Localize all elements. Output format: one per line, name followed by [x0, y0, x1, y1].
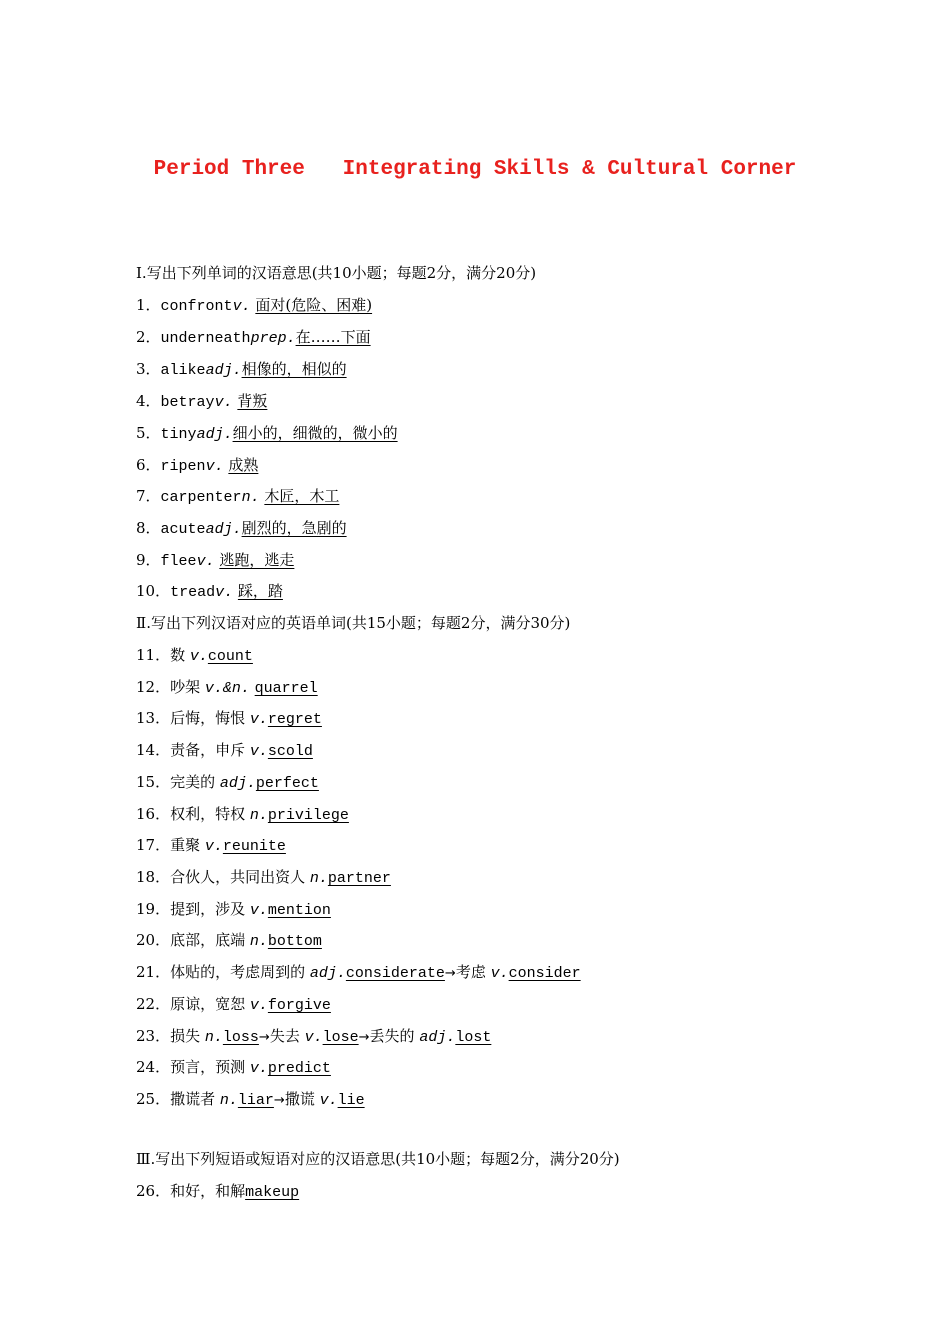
list-item: 17．重聚 v.reunite [136, 836, 286, 855]
list-item: 15．完美的 adj.perfect [136, 773, 319, 792]
list-item: 21．体贴的，考虑周到的 adj.considerate→考虑 v.consider [136, 963, 581, 982]
list-item: 3．alikeadj.相像的，相似的 [136, 360, 347, 379]
answer: consider [508, 965, 581, 982]
answer: liar [237, 1092, 274, 1109]
list-item: 24．预言，预测 v.predict [136, 1058, 331, 1077]
answer: predict [267, 1060, 331, 1077]
answer: forgive [267, 997, 331, 1014]
list-item: 14．责备，申斥 v.scold [136, 741, 313, 760]
answer: count [207, 648, 253, 665]
arrow-icon: → [444, 966, 456, 981]
list-item: 13．后悔，悔恨 v.regret [136, 709, 322, 728]
list-item: 22．原谅，宽恕 v.forgive [136, 995, 331, 1014]
answer: loss [222, 1029, 259, 1046]
list-item: 11．数 v.count [136, 646, 253, 665]
arrow-icon: → [358, 1030, 370, 1045]
list-item: 1．confrontv. 面对(危险、困难) [136, 296, 373, 315]
list-item: 18．合伙人，共同出资人 n.partner [136, 868, 391, 887]
list-item: 12．吵架 v.&n. quarrel [136, 678, 318, 697]
arrow-icon: → [273, 1093, 285, 1108]
answer: quarrel [254, 680, 318, 697]
answer: 细小的，细微的，微小的 [232, 424, 398, 442]
list-item: 6．ripenv. 成熟 [136, 456, 259, 475]
answer: partner [327, 870, 391, 887]
answer: 逃跑，逃走 [219, 551, 295, 569]
answer: considerate [345, 965, 445, 982]
list-item: 5．tinyadj.细小的，细微的，微小的 [136, 424, 398, 443]
answer: 背叛 [237, 392, 268, 410]
list-item: 20．底部，底端 n.bottom [136, 931, 322, 950]
list-item: 4．betrayv. 背叛 [136, 392, 268, 411]
list-item: 25．撒谎者 n.liar→撒谎 v.lie [136, 1090, 365, 1109]
answer: 剧烈的，急剧的 [241, 519, 347, 537]
section-1-heading: Ⅰ.写出下列单词的汉语意思(共10小题；每题2分，满分20分) [136, 264, 537, 282]
answer: 成熟 [228, 456, 259, 474]
list-item: 19．提到，涉及 v.mention [136, 900, 331, 919]
answer: 面对(危险、困难) [255, 296, 373, 314]
list-item: 16．权利，特权 n.privilege [136, 805, 349, 824]
page-title: Period Three Integrating Skills & Cultural Corner [153, 158, 797, 181]
answer: lose [322, 1029, 359, 1046]
answer: 木匠，木工 [264, 487, 340, 505]
answer: privilege [267, 807, 349, 824]
answer: regret [267, 711, 322, 728]
list-item: 2．underneathprep.在……下面 [136, 328, 371, 347]
section-3-heading: Ⅲ.写出下列短语或短语对应的汉语意思(共10小题；每题2分，满分20分) [136, 1150, 620, 1168]
list-item: 8．acuteadj.剧烈的，急剧的 [136, 519, 347, 538]
answer: lie [337, 1092, 365, 1109]
answer: scold [267, 743, 313, 760]
answer: bottom [267, 933, 322, 950]
answer: 相像的，相似的 [241, 360, 347, 378]
answer: mention [267, 902, 331, 919]
list-item: 9．fleev. 逃跑，逃走 [136, 551, 295, 570]
answer: lost [455, 1029, 492, 1046]
list-item: 26．和好，和解makeup [136, 1182, 300, 1201]
list-item: 7．carpentern. 木匠，木工 [136, 487, 340, 506]
answer: 在……下面 [295, 328, 371, 346]
answer: makeup [245, 1184, 300, 1201]
section-2-heading: Ⅱ.写出下列汉语对应的英语单词(共15小题；每题2分，满分30分) [136, 614, 571, 632]
list-item: 23．损失 n.loss→失去 v.lose→丢失的 adj.lost [136, 1027, 492, 1046]
answer: 踩，踏 [237, 582, 283, 600]
arrow-icon: → [258, 1030, 270, 1045]
answer: perfect [255, 775, 319, 792]
answer: reunite [222, 838, 286, 855]
list-item: 10．treadv. 踩，踏 [136, 582, 283, 601]
